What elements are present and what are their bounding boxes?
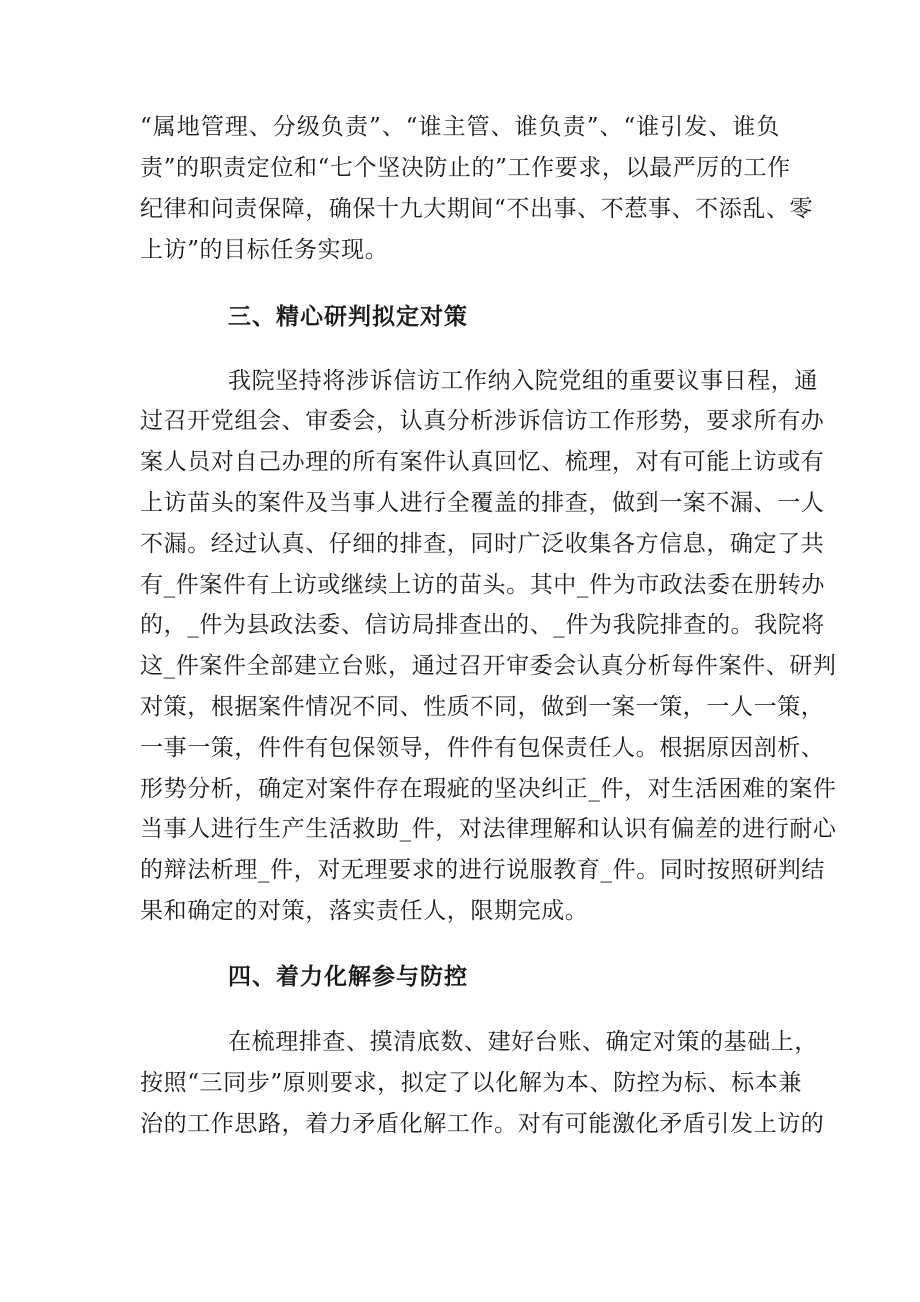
para1-line-2: 责”的职责定位和“七个坚决防止的”工作要求，以最严厉的工作 xyxy=(140,155,791,181)
para2-line-6: 有_件案件有上访或继续上访的苗头。其中_件为市政法委在册转办 xyxy=(140,572,825,598)
para3-line-1: 在梳理排查、摸清底数、建好台账、确定对策的基础上， xyxy=(228,1029,818,1055)
para2-line-2: 过召开党组会、审委会，认真分析涉诉信访工作形势，要求所有办 xyxy=(140,408,825,434)
para2-line-5: 不漏。经过认真、仔细的排查，同时广泛收集各方信息，确定了共 xyxy=(140,531,825,557)
para3-line-3: 治的工作思路，着力矛盾化解工作。对有可能激化矛盾引发上访的 xyxy=(140,1111,825,1137)
section-heading-3: 三、精心研判拟定对策 xyxy=(228,304,468,330)
para2-line-3: 案人员对自己办理的所有案件认真回忆、梳理，对有可能上访或有 xyxy=(140,449,825,475)
para2-line-11: 形势分析，确定对案件存在瑕疵的坚决纠正_件，对生活困难的案件 xyxy=(140,776,837,802)
para2-line-1: 我院坚持将涉诉信访工作纳入院党组的重要议事日程，通 xyxy=(228,368,818,394)
para2-line-8: 这_件案件全部建立台账，通过召开审委会认真分析每件案件、研判 xyxy=(140,653,837,679)
para2-line-4: 上访苗头的案件及当事人进行全覆盖的排查，做到一案不漏、一人 xyxy=(140,490,825,516)
para2-line-10: 一事一策，件件有包保领导，件件有包保责任人。根据原因剖析、 xyxy=(140,735,825,761)
para1-line-3: 纪律和问责保障，确保十九大期间“不出事、不惹事、不添乱、零 xyxy=(140,196,814,222)
para2-line-9: 对策，根据案件情况不同、性质不同，做到一案一策，一人一策， xyxy=(140,694,825,720)
para1-line-4: 上访”的目标任务实现。 xyxy=(140,237,389,263)
section-heading-4: 四、着力化解参与防控 xyxy=(228,964,468,990)
para1-line-1: “属地管理、分级负责”、“谁主管、谁负责”、“谁引发、谁负 xyxy=(140,114,780,140)
para2-line-7: 的，_件为县政法委、信访局排查出的、_件为我院排查的。我院将 xyxy=(140,612,825,638)
para2-line-14: 果和确定的对策，落实责任人，限期完成。 xyxy=(140,898,589,924)
para3-line-2: 按照“三同步”原则要求，拟定了以化解为本、防控为标、标本兼 xyxy=(140,1070,802,1096)
para2-line-13: 的辩法析理_件，对无理要求的进行说服教育_件。同时按照研判结 xyxy=(140,857,825,883)
para2-line-12: 当事人进行生产生活救助_件，对法律理解和认识有偏差的进行耐心 xyxy=(140,816,837,842)
